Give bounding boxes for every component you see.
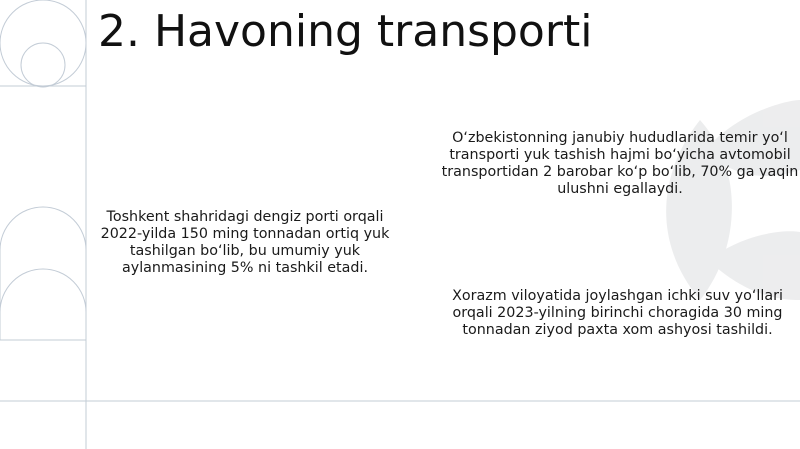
paragraph-south-rail: O‘zbekistonning janubiy hududlarida temir yo‘l transporti yuk tashish hajmi bo‘yicha avtomobil transportidan 2 barobar ko‘p bo‘lib, 70% ga yaqin ulushni egallaydi. bbox=[441, 130, 799, 197]
paragraph-khorezm-waterways: Xorazm viloyatida joylashgan ichki suv yo‘llari orqali 2023-yilning birinchi choragida 30 ming tonnadan ziyod paxta xom ashyosi tashildi. bbox=[452, 288, 783, 338]
paragraph-tashkent-port: Toshkent shahridagi dengiz porti orqali 2022-yilda 150 ming tonnadan ortiq yuk tashilgan bo‘lib, bu umumiy yuk aylanmasining 5% ni tashkil etadi. bbox=[100, 209, 390, 276]
slide-title: 2. Havoning transporti bbox=[98, 6, 593, 57]
